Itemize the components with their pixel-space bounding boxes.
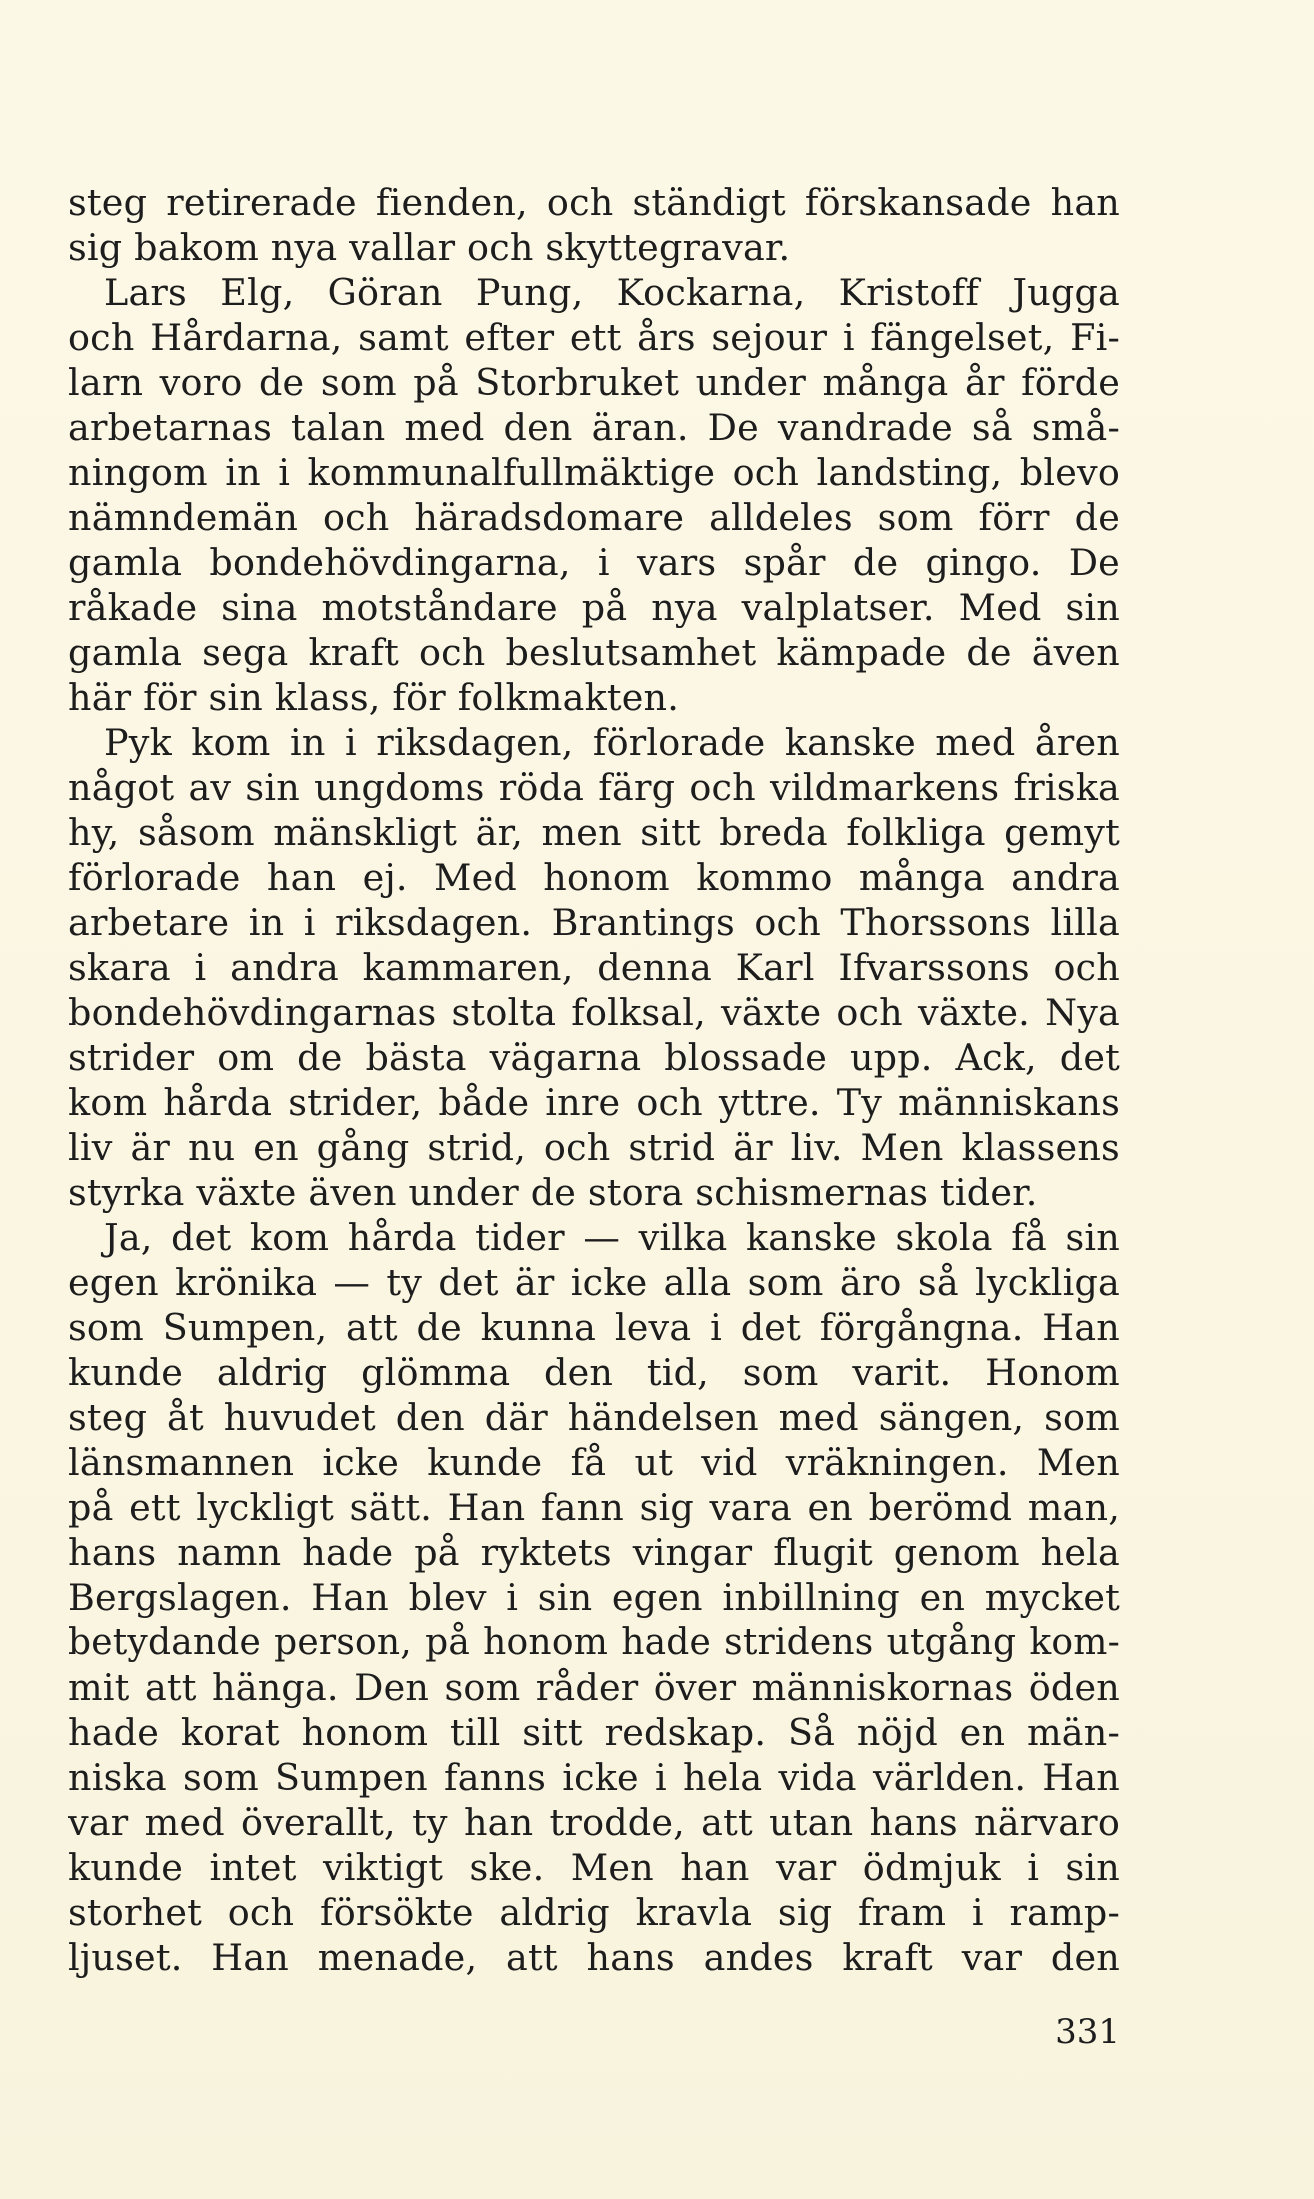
text-line: hans namn hade på ryktets vingar flugit genom hela <box>68 1531 1120 1574</box>
text-line: steg åt huvudet den där händelsen med sängen, som <box>68 1396 1120 1439</box>
text-line: nämndemän och häradsdomare alldeles som förr de <box>68 496 1120 539</box>
text-line: Ja, det kom hårda tider — vilka kanske skola få sin <box>104 1216 1120 1259</box>
text-line: länsmannen icke kunde få ut vid vräkningen. Men <box>68 1441 1120 1484</box>
text-line: liv är nu en gång strid, och strid är liv. Men klassens <box>68 1126 1120 1169</box>
text-line: Bergslagen. Han blev i sin egen inbillning en mycket <box>68 1576 1120 1619</box>
text-line: och Hårdarna, samt efter ett års sejour i fängelset, Fi- <box>68 316 1120 359</box>
text-line: gamla sega kraft och beslutsamhet kämpade de även <box>68 631 1120 674</box>
text-line: skara i andra kammaren, denna Karl Ifvarssons och <box>68 946 1120 989</box>
text-line: bondehövdingarnas stolta folksal, växte och växte. Nya <box>68 991 1120 1034</box>
text-line: något av sin ungdoms röda färg och vildmarkens friska <box>68 766 1120 809</box>
text-line: råkade sina motståndare på nya valplatser. Med sin <box>68 586 1120 629</box>
text-line: styrka växte även under de stora schismernas tider. <box>68 1171 1038 1214</box>
text-line: som Sumpen, att de kunna leva i det förgångna. Han <box>68 1306 1120 1349</box>
text-line: niska som Sumpen fanns icke i hela vida världen. Han <box>68 1756 1120 1799</box>
text-line: betydande person, på honom hade stridens utgång kom- <box>68 1622 1120 1663</box>
text-line: kom hårda strider, både inre och yttre. Ty människans <box>68 1081 1120 1124</box>
text-line: ljuset. Han menade, att hans andes kraft var den <box>68 1936 1120 1979</box>
text-line: storhet och försökte aldrig kravla sig fram i ramp- <box>68 1891 1120 1934</box>
body-text <box>68 180 1120 1980</box>
text-line: här för sin klass, för folkmakten. <box>68 676 680 719</box>
text-line: kunde aldrig glömma den tid, som varit. Honom <box>68 1351 1120 1394</box>
text-line: förlorade han ej. Med honom kommo många andra <box>68 856 1120 899</box>
text-line: Pyk kom in i riksdagen, förlorade kanske med åren <box>104 721 1120 764</box>
text-line: larn voro de som på Storbruket under många år förde <box>68 361 1120 404</box>
text-line: arbetare in i riksdagen. Brantings och Thorssons lilla <box>68 901 1120 944</box>
text-line: steg retirerade fienden, och ständigt förskansade han <box>68 181 1120 224</box>
text-line: sig bakom nya vallar och skyttegravar. <box>68 226 791 269</box>
page-number: 331 <box>1055 2012 1120 2052</box>
text-line: var med överallt, ty han trodde, att utan hans närvaro <box>68 1801 1120 1844</box>
text-line: ningom in i kommunalfullmäktige och landsting, blevo <box>68 451 1120 494</box>
text-line: gamla bondehövdingarna, i vars spår de gingo. De <box>68 541 1120 584</box>
text-line: kunde intet viktigt ske. Men han var ödmjuk i sin <box>68 1846 1120 1889</box>
text-line: hy, såsom mänskligt är, men sitt breda folkliga gemyt <box>68 811 1120 854</box>
text-line: egen krönika — ty det är icke alla som äro så lyckliga <box>68 1261 1120 1304</box>
text-line: hade korat honom till sitt redskap. Så nöjd en män- <box>68 1711 1120 1754</box>
text-line: arbetarnas talan med den äran. De vandrade så små- <box>68 406 1120 449</box>
text-line: på ett lyckligt sätt. Han fann sig vara en berömd man, <box>68 1486 1120 1529</box>
text-line: Lars Elg, Göran Pung, Kockarna, Kristoff Jugga <box>104 271 1120 314</box>
text-line: strider om de bästa vägarna blossade upp. Ack, det <box>68 1036 1120 1079</box>
text-line: mit att hänga. Den som råder över människornas öden <box>68 1666 1120 1709</box>
